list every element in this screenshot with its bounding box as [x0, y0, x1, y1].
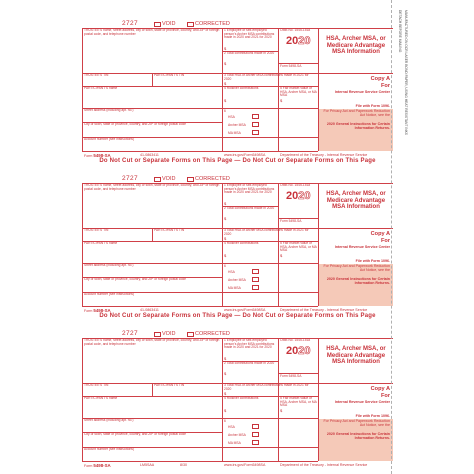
- dollar-sign: $: [224, 408, 227, 413]
- box-divider: [278, 241, 279, 263]
- dollar-sign: $: [224, 81, 227, 86]
- participant-name-label: PARTICIPANT'S name: [84, 396, 118, 400]
- box1-label: 1 Employee or self-employed person's Archer MSA contributions made in 2020 and 2021 for 2020: [224, 183, 275, 195]
- copy-for: For: [380, 393, 390, 399]
- copy-for: For: [380, 238, 390, 244]
- tax-year: [286, 345, 311, 357]
- general-instructions: 2020 General Instructions for Certain Information Returns.: [326, 432, 390, 441]
- box2-label: 2 Total contributions made in 2020: [224, 206, 275, 210]
- omb-label: OMB No. 1545-1518: [280, 338, 311, 342]
- street-label: Street address (including apt. no.): [84, 108, 134, 112]
- box2-label: 2 Total contributions made in 2020: [224, 51, 275, 55]
- box2-label: 2 Total contributions made in 2020: [224, 361, 275, 365]
- year-prefix: 20: [286, 190, 299, 202]
- form-title: HSA, Archer MSA, or Medicare Advantage MSA Information: [326, 191, 386, 211]
- archer-msa-checkbox[interactable]: [252, 277, 259, 282]
- form-5498-sa-2: [80, 161, 393, 319]
- privacy-notice: For Privacy Act and Paperwork Reduction Act Notice, see the: [323, 264, 390, 273]
- row-line: [318, 228, 393, 229]
- box4-label: 4 Rollover contributions: [224, 241, 259, 245]
- dollar-sign: $: [224, 236, 227, 241]
- footer-url: www.irs.gov/Form5498SA: [224, 308, 266, 312]
- box1-label: 1 Employee or self-employed person's Archer MSA contributions made in 2020 and 2021 for 2020: [224, 28, 275, 40]
- dollar-sign: $: [280, 98, 283, 103]
- copy-agency: Internal Revenue Service Center: [334, 245, 390, 249]
- corrected-checkbox[interactable]: [187, 332, 194, 337]
- participant-tin-label: PARTICIPANT'S TIN: [154, 228, 185, 232]
- dollar-sign: $: [224, 46, 227, 51]
- footer-form-number: 5498-SA: [93, 463, 111, 468]
- omb-label: OMB No. 1545-1518: [280, 183, 311, 187]
- form-title: HSA, Archer MSA, or Medicare Advantage MSA Information: [326, 346, 386, 366]
- street-label: Street address (including apt. no.): [84, 263, 134, 267]
- box-divider: [278, 396, 279, 418]
- row-line: [222, 137, 318, 138]
- street-label: Street address (including apt. no.): [84, 418, 134, 422]
- privacy-notice: For Privacy Act and Paperwork Reduction Act Notice, see the: [323, 109, 390, 118]
- form-left-border: [82, 183, 83, 306]
- form-left-border: [82, 28, 83, 151]
- account-label: Account number (see instructions): [84, 137, 135, 141]
- archer-msa-label: Archer MSA: [228, 278, 246, 282]
- form-5498-sa-3: [80, 316, 393, 468]
- participant-name-label: PARTICIPANT'S name: [84, 241, 118, 245]
- box3-label: 3 Total HSA or Archer MSA contributions made in 2021 for 2020: [224, 228, 309, 236]
- detach-text: DETACH BEFORE MAILING: [398, 10, 402, 53]
- corrected-label: CORRECTED: [195, 331, 230, 337]
- archer-msa-label: Archer MSA: [228, 123, 246, 127]
- file-with: File with Form 1096.: [355, 414, 390, 418]
- hsa-label: HSA: [228, 425, 235, 429]
- footer-date: 8/30: [180, 463, 187, 467]
- footer-form-number: 5498-SA: [93, 308, 111, 313]
- box6-label: 6: [224, 109, 226, 113]
- file-with: File with Form 1096.: [355, 259, 390, 263]
- copy-agency: Internal Revenue Service Center: [334, 400, 390, 404]
- form-code: 2727: [122, 20, 139, 27]
- footer-cat: 41-0863411: [140, 153, 159, 157]
- row-line: [318, 383, 393, 384]
- archer-msa-checkbox[interactable]: [252, 122, 259, 127]
- copy-title: Copy A: [370, 231, 390, 237]
- general-instructions: 2020 General Instructions for Certain Information Returns.: [326, 277, 390, 286]
- form-code: 2727: [122, 175, 139, 182]
- trustee-tin-label: TRUSTEE'S TIN: [84, 73, 109, 77]
- dollar-sign: $: [224, 201, 227, 206]
- participant-tin-label: PARTICIPANT'S TIN: [154, 73, 185, 77]
- row-line: [222, 263, 318, 264]
- trustee-label: TRUSTEE'S name, street address, city or town, state or province, country, and ZIP or foreign postal code, and telephone number: [84, 338, 220, 346]
- dollar-sign: $: [224, 216, 227, 221]
- box4-label: 4 Rollover contributions: [224, 86, 259, 90]
- form-title: HSA, Archer MSA, or Medicare Advantage MSA Information: [326, 36, 386, 56]
- footer-form-word: Form: [84, 309, 93, 313]
- omb-label: OMB No. 1545-1518: [280, 28, 311, 32]
- form-bottom-border: [82, 306, 318, 307]
- city-label: City or town, state or province, country, and ZIP or foreign postal code: [84, 432, 186, 436]
- footer-dept: Department of the Treasury - Internal Revenue Service: [280, 153, 368, 157]
- hsa-checkbox[interactable]: [252, 424, 259, 429]
- form-left-border: [82, 338, 83, 461]
- city-label: City or town, state or province, country, and ZIP or foreign postal code: [84, 277, 186, 281]
- copy-agency: Internal Revenue Service Center: [334, 90, 390, 94]
- file-with: File with Form 1096.: [355, 104, 390, 108]
- box5-label: 5 Fair market value of HSA, Archer MSA, or MA MSA: [280, 86, 317, 98]
- form-code: 2727: [122, 330, 139, 337]
- row-line: [222, 108, 318, 109]
- col-divider-1: [222, 28, 223, 151]
- box4-label: 4 Rollover contributions: [224, 396, 259, 400]
- footer-form-number: 5498-SA: [93, 153, 111, 158]
- do-not-cut-text: Do Not Cut or Separate Forms on This Page — Do Not Cut or Separate Forms on This Page: [99, 313, 376, 319]
- city-label: City or town, state or province, country, and ZIP or foreign postal code: [84, 122, 186, 126]
- dollar-sign: $: [224, 371, 227, 376]
- general-instructions: 2020 General Instructions for Certain Information Returns.: [326, 122, 390, 131]
- participant-tin-label: PARTICIPANT'S TIN: [154, 383, 185, 387]
- dollar-sign: $: [224, 61, 227, 66]
- form-bottom-border: [82, 461, 318, 462]
- dollar-sign: $: [280, 253, 283, 258]
- form-name-label: Form 5498-SA: [280, 219, 302, 223]
- hsa-checkbox[interactable]: [252, 269, 259, 274]
- footer-form-word: Form: [84, 154, 93, 158]
- manufactured-text: MANUFACTURED ON OCR LASER BOND PAPER, USING HEAT RESISTANT INKS: [404, 10, 408, 135]
- box-divider: [278, 86, 279, 108]
- ma-msa-checkbox[interactable]: [252, 130, 259, 135]
- tin-divider: [152, 228, 153, 241]
- do-not-cut-text: Do Not Cut or Separate Forms on This Page — Do Not Cut or Separate Forms on This Page: [99, 158, 376, 164]
- void-checkbox[interactable]: [154, 177, 161, 182]
- void-checkbox[interactable]: [154, 22, 161, 27]
- privacy-notice: For Privacy Act and Paperwork Reduction Act Notice, see the: [323, 419, 390, 428]
- tin-divider: [152, 73, 153, 86]
- year-prefix: 20: [286, 345, 299, 357]
- tax-form-sheet: [80, 6, 393, 468]
- dollar-sign: $: [224, 253, 227, 258]
- row-line: [222, 418, 318, 419]
- corrected-label: CORRECTED: [195, 176, 230, 182]
- box3-label: 3 Total HSA or Archer MSA contributions made in 2021 for 2020: [224, 73, 309, 81]
- col-divider-1: [222, 183, 223, 306]
- void-label: VOID: [162, 331, 176, 337]
- trustee-tin-label: TRUSTEE'S TIN: [84, 383, 109, 387]
- footer-dept: Department of the Treasury - Internal Revenue Service: [280, 463, 368, 467]
- perforation-line: [391, 0, 392, 474]
- footer-form-word: Form: [84, 464, 93, 468]
- tax-year: [286, 35, 311, 47]
- hsa-label: HSA: [228, 270, 235, 274]
- corrected-label: CORRECTED: [195, 21, 230, 27]
- archer-msa-checkbox[interactable]: [252, 432, 259, 437]
- participant-name-label: PARTICIPANT'S name: [84, 86, 118, 90]
- col-divider-1: [222, 338, 223, 461]
- corrected-checkbox[interactable]: [187, 22, 194, 27]
- box3-label: 3 Total HSA or Archer MSA contributions made in 2021 for 2020: [224, 383, 309, 391]
- trustee-tin-label: TRUSTEE'S TIN: [84, 228, 109, 232]
- hsa-label: HSA: [228, 115, 235, 119]
- dollar-sign: $: [224, 98, 227, 103]
- dollar-sign: $: [224, 391, 227, 396]
- void-label: VOID: [162, 21, 176, 27]
- box6-label: 6: [224, 264, 226, 268]
- void-checkbox[interactable]: [154, 332, 161, 337]
- void-label: VOID: [162, 176, 176, 182]
- account-label: Account number (see instructions): [84, 292, 135, 296]
- row-line: [222, 292, 318, 293]
- ma-msa-checkbox[interactable]: [252, 285, 259, 290]
- footer-dept: Department of the Treasury - Internal Revenue Service: [280, 308, 368, 312]
- account-label: Account number (see instructions): [84, 447, 135, 451]
- tin-divider: [152, 383, 153, 396]
- dollar-sign: $: [280, 408, 283, 413]
- copy-title: Copy A: [370, 76, 390, 82]
- year-suffix: 20: [298, 190, 311, 202]
- box5-label: 5 Fair market value of HSA, Archer MSA, or MA MSA: [280, 396, 317, 408]
- form-name-label: Form 5498-SA: [280, 374, 302, 378]
- corrected-checkbox[interactable]: [187, 177, 194, 182]
- row-line: [222, 447, 318, 448]
- ma-msa-checkbox[interactable]: [252, 440, 259, 445]
- ma-msa-label: MA MSA: [228, 441, 241, 445]
- form-bottom-border: [82, 151, 318, 152]
- ma-msa-label: MA MSA: [228, 286, 241, 290]
- box1-label: 1 Employee or self-employed person's Archer MSA contributions made in 2020 and 2021 for 2020: [224, 338, 275, 350]
- copy-for: For: [380, 83, 390, 89]
- tax-year: [286, 190, 311, 202]
- trustee-label: TRUSTEE'S name, street address, city or town, state or province, country, and ZIP or foreign postal code, and telephone number: [84, 183, 220, 191]
- form-5498-sa-1: [80, 6, 393, 164]
- form-name-label: Form 5498-SA: [280, 64, 302, 68]
- footer-cat: 41-0863411: [140, 308, 159, 312]
- year-suffix: 20: [298, 35, 311, 47]
- box5-label: 5 Fair market value of HSA, Archer MSA, or MA MSA: [280, 241, 317, 253]
- footer-url: www.irs.gov/Form5498SA: [224, 153, 266, 157]
- archer-msa-label: Archer MSA: [228, 433, 246, 437]
- ma-msa-label: MA MSA: [228, 131, 241, 135]
- footer-url: www.irs.gov/Form5498SA: [224, 463, 266, 467]
- row-line: [318, 73, 393, 74]
- copy-title: Copy A: [370, 386, 390, 392]
- footer-form: [84, 463, 111, 468]
- trustee-label: TRUSTEE'S name, street address, city or town, state or province, country, and ZIP or foreign postal code, and telephone number: [84, 28, 220, 36]
- footer-cat-last: LM5SAA: [140, 463, 155, 467]
- box6-label: 6: [224, 419, 226, 423]
- dollar-sign: $: [224, 356, 227, 361]
- year-prefix: 20: [286, 35, 299, 47]
- year-suffix: 20: [298, 345, 311, 357]
- hsa-checkbox[interactable]: [252, 114, 259, 119]
